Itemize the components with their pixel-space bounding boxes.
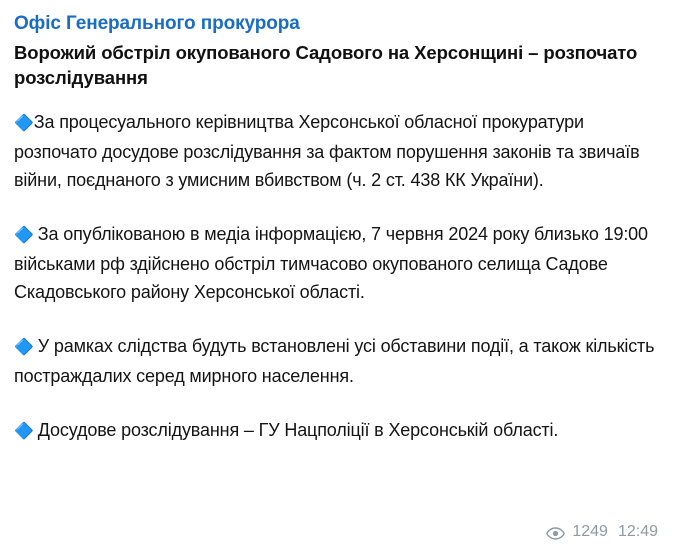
diamond-bullet-icon: 🔷: [14, 115, 34, 132]
post-paragraph: [14, 108, 660, 194]
post-paragraph-text: У рамках слідства будуть встановлені усі обставини події, а також кількість постраждалих серед мирного населення.: [14, 336, 655, 386]
post-body: [14, 108, 660, 446]
post-paragraph: [14, 220, 660, 306]
diamond-bullet-icon: 🔷: [14, 423, 34, 440]
post-paragraph-text: За процесуального керівництва Херсонської обласної прокуратури розпочато досудове розслідування за фактом порушення законів та звичаїв війни, поєднаного з умисним вбивством (ч. 2 ст. 438 КК України).: [14, 112, 640, 190]
post-time: 12:49: [617, 523, 658, 540]
post-paragraph: [14, 416, 660, 446]
diamond-bullet-icon: 🔷: [14, 339, 34, 356]
post-paragraph: [14, 332, 660, 390]
channel-title: Офіс Генерального прокурора: [14, 13, 300, 34]
diamond-bullet-icon: 🔷: [14, 227, 34, 244]
post-paragraph-text: За опублікованою в медіа інформацією, 7 червня 2024 року близько 19:00 військами рф здійснено обстріл тимчасово окупованого селища Садове Скадовського району Херсонської області.: [14, 224, 648, 302]
post-title: Ворожий обстріл окупованого Садового на Херсонщині – розпочато розслідування: [14, 42, 638, 88]
post-paragraph-text: Досудове розслідування – ГУ Нацполіції в Херсонській області.: [37, 420, 559, 440]
view-count: 1249: [572, 523, 608, 540]
post-meta: [546, 523, 658, 541]
eye-icon: [546, 527, 565, 540]
